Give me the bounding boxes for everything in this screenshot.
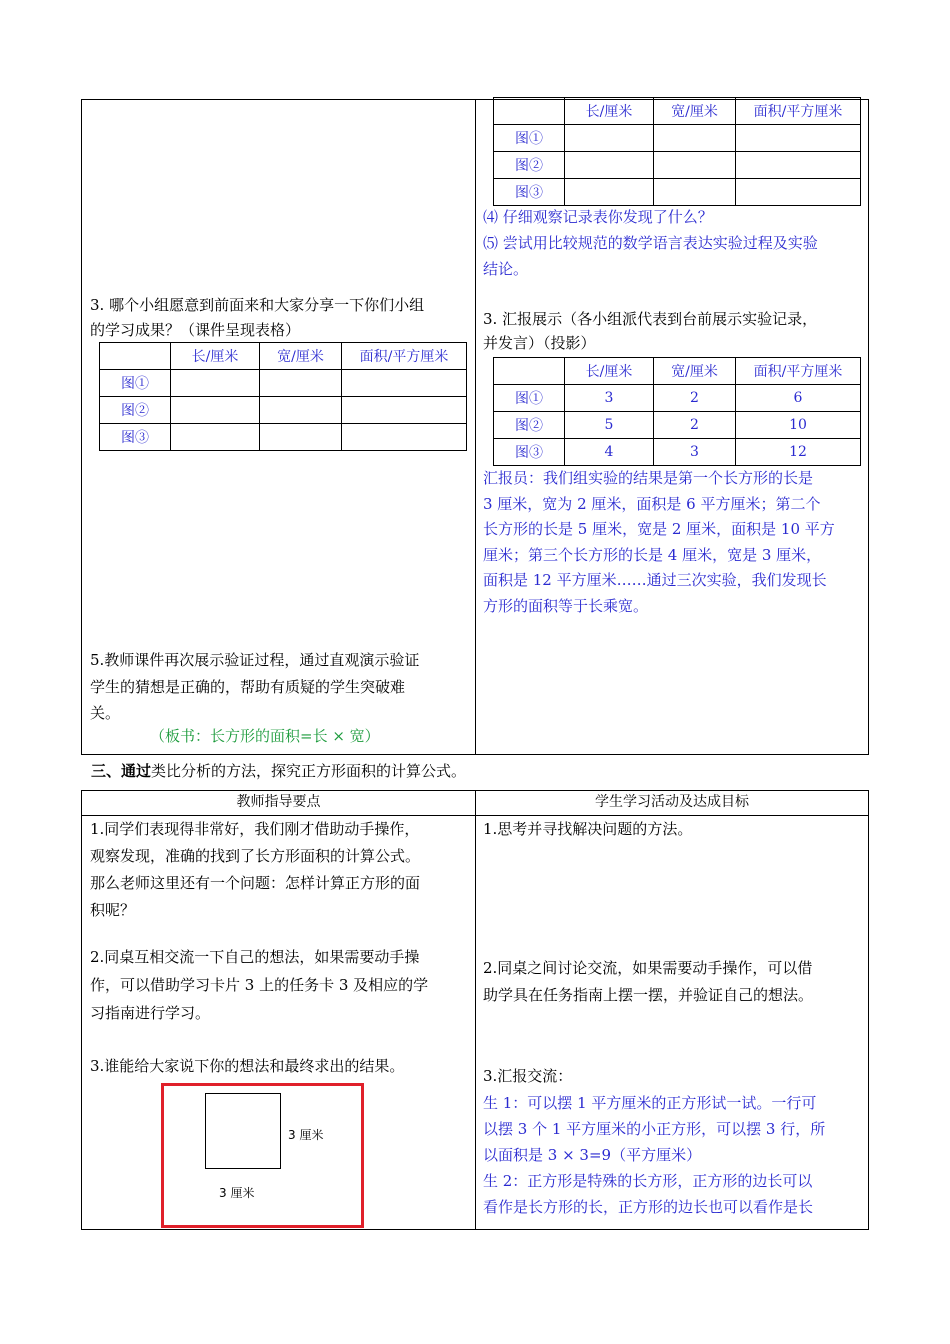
text-line: 助学具在任务指南上摆一摆，并验证自己的想法。: [483, 986, 814, 1004]
square-side-label-right: 3 厘米: [288, 1128, 324, 1142]
upper-table-divider: [475, 99, 476, 755]
table-header-cell: [494, 98, 565, 125]
length-cell: 5: [565, 412, 654, 439]
table-row: [494, 152, 861, 179]
table-header-cell: 宽/厘米: [260, 343, 342, 370]
text-line: 生 1：可以摆 1 平方厘米的正方形试一试。一行可: [483, 1094, 817, 1112]
row-label: 图①: [494, 385, 565, 412]
table-header-row: [100, 343, 467, 370]
reporter-text: [483, 466, 835, 619]
row-label: 图③: [494, 179, 565, 206]
reporter-line: 汇报员：我们组实验的结果是第一个长方形的长是: [483, 469, 814, 487]
table-header-cell: 宽/厘米: [654, 98, 736, 125]
text-line: 以面积是 3 × 3=9（平方厘米）: [483, 1146, 702, 1164]
header-student: 学生学习活动及达成目标: [595, 794, 749, 810]
teacher-point-2: [90, 943, 428, 1027]
point-5-line2: 学生的猜想是正确的，帮助有质疑的学生突破难: [90, 678, 406, 696]
section-bold: 通过: [121, 762, 152, 780]
text-line: 看作是长方形的长，正方形的边长也可以看作是长: [483, 1198, 814, 1216]
question-3-line1: 3. 哪个小组愿意到前面来和大家分享一下你们小组: [90, 296, 425, 314]
record-table-empty-right: [493, 97, 861, 206]
reporter-line: 厘米；第三个长方形的长是 4 厘米，宽是 3 厘米，: [483, 545, 822, 564]
table-header-cell: 面积/平方厘米: [736, 98, 861, 125]
table-header-cell: 长/厘米: [565, 98, 654, 125]
table-header-cell: 宽/厘米: [654, 358, 736, 385]
table-header-cell: 长/厘米: [565, 358, 654, 385]
question-3-line2: 的学习成果？（课件呈现表格）: [90, 321, 301, 339]
length-cell: 4: [565, 439, 654, 466]
reporter-line: 面积是 12 平方厘米……通过三次实验，我们发现长: [483, 571, 827, 589]
text-line: 积呢？: [90, 901, 136, 919]
student-activity-3: 3.汇报交流：: [483, 1067, 573, 1085]
text-line: 2.同桌互相交流一下自己的想法，如果需要动手操: [90, 948, 420, 966]
text-line: 习指南进行学习。: [90, 1004, 211, 1022]
table-header-row: [494, 358, 861, 385]
blackboard-note: （板书：长方形的面积=长 × 宽）: [150, 727, 380, 745]
text-line: 以摆 3 个 1 平方厘米的小正方形，可以摆 3 行，所: [483, 1120, 826, 1138]
text-line: 观察发现，准确的找到了长方形面积的计算公式。: [90, 847, 421, 865]
square-side-label-bottom: 3 厘米: [219, 1186, 255, 1200]
length-cell: 3: [565, 385, 654, 412]
row-label: 图③: [494, 439, 565, 466]
record-table-empty-left: [99, 342, 467, 451]
text-line: 2.同桌之间讨论交流，如果需要动手操作，可以借: [483, 959, 813, 977]
row-label: 图②: [494, 152, 565, 179]
table-row: [100, 370, 467, 397]
lower-table-divider: [475, 790, 476, 1230]
area-cell: 12: [736, 439, 861, 466]
table-row: [100, 424, 467, 451]
table-header-cell: 面积/平方厘米: [342, 343, 467, 370]
text-line: 生 2：正方形是特殊的长方形，正方形的边长可以: [483, 1172, 813, 1190]
reporter-line: 方形的面积等于长乘宽。: [483, 596, 649, 615]
reporter-line: 3 厘米，宽为 2 厘米，面积是 6 平方厘米；第二个: [483, 494, 821, 513]
table-row: [100, 397, 467, 424]
reporter-line: 长方形的长是 5 厘米，宽是 2 厘米，面积是 10 平方: [483, 520, 835, 538]
point-5-line3: 关。: [90, 704, 121, 722]
report-line2: 并发言）（投影）: [483, 334, 596, 352]
results-table: [493, 357, 861, 466]
row-label: 图②: [100, 397, 171, 424]
table-row: [494, 125, 861, 152]
section-number: 三、: [91, 762, 122, 780]
table-row: [494, 439, 861, 466]
table-header-cell: 面积/平方厘米: [736, 358, 861, 385]
table-row: [494, 179, 861, 206]
table-row: [494, 412, 861, 439]
student-activity-2: [483, 955, 813, 1009]
point-5-line1: 5.教师课件再次展示验证过程，通过直观演示验证: [90, 651, 420, 669]
width-cell: 3: [654, 439, 736, 466]
row-label: 图①: [494, 125, 565, 152]
square-shape: [205, 1093, 281, 1169]
student-answer-1: [483, 1090, 825, 1168]
row-label: 图①: [100, 370, 171, 397]
area-cell: 10: [736, 412, 861, 439]
table-header-cell: [100, 343, 171, 370]
question-5-line1: ⑸ 尝试用比较规范的数学语言表达实验过程及实验: [483, 234, 818, 252]
row-label: 图②: [494, 412, 565, 439]
report-line1: 3. 汇报展示（各小组派代表到台前展示实验记录，: [483, 310, 818, 328]
student-answer-2: [483, 1168, 813, 1220]
teacher-point-1: [90, 816, 420, 924]
area-cell: 6: [736, 385, 861, 412]
row-label: 图③: [100, 424, 171, 451]
text-line: 1.同学们表现得非常好，我们刚才借助动手操作，: [90, 820, 420, 838]
teacher-point-3: 3.谁能给大家说下你的想法和最终求出的结果。: [90, 1057, 405, 1075]
question-5-line2: 结论。: [483, 260, 529, 278]
width-cell: 2: [654, 385, 736, 412]
question-4: ⑷ 仔细观察记录表你发现了什么？: [483, 208, 713, 226]
student-activity-1: 1.思考并寻找解决问题的方法。: [483, 820, 693, 838]
text-line: 作，可以借助学习卡片 3 上的任务卡 3 及相应的学: [90, 976, 429, 994]
header-teacher: 教师指导要点: [236, 794, 321, 810]
section-3-heading: [91, 759, 466, 783]
table-row: [494, 385, 861, 412]
text-line: 那么老师这里还有一个问题：怎样计算正方形的面: [90, 874, 421, 892]
table-header-cell: 长/厘米: [171, 343, 260, 370]
table-header-cell: [494, 358, 565, 385]
table-header-row: [494, 98, 861, 125]
section-title: 类比分析的方法，探究正方形面积的计算公式。: [151, 762, 467, 780]
width-cell: 2: [654, 412, 736, 439]
